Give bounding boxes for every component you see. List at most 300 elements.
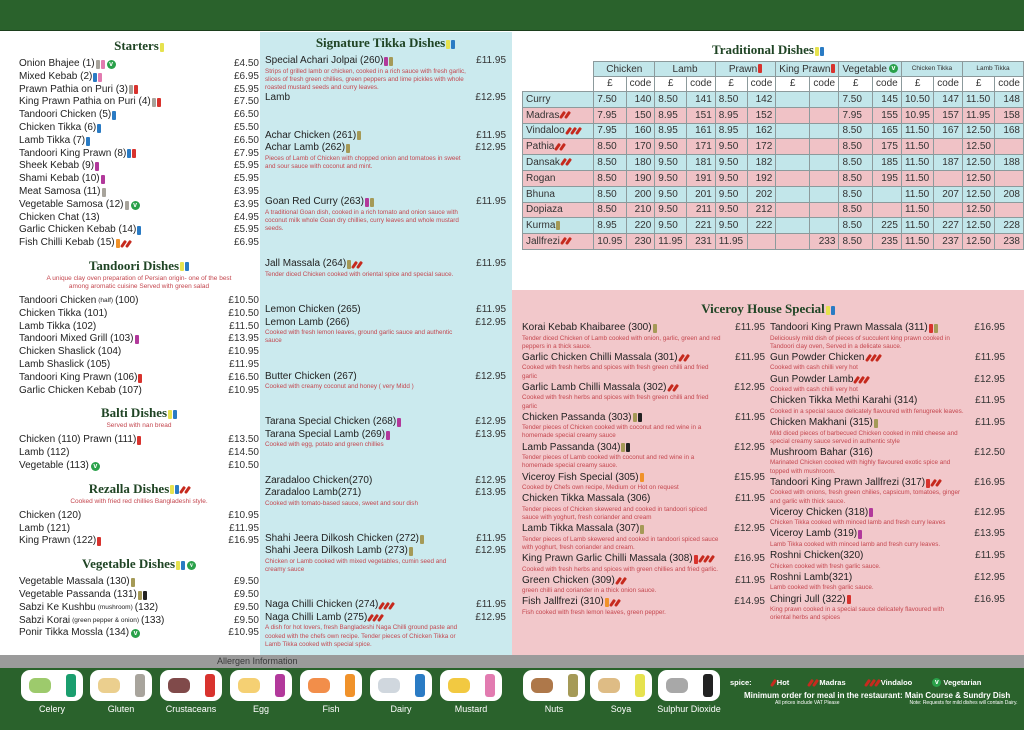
dish-description: Deliciously mild dish of pieces of succulent king prawn cooked in Tandoori clay oven, Served in a delicate sauce. (770, 334, 950, 350)
item-price: £16.95 (228, 535, 259, 547)
dish-entry (770, 417, 1005, 446)
menu-item (19, 295, 259, 308)
dish-name-cell (523, 107, 594, 123)
menu-item (19, 160, 259, 173)
gluten-icon (98, 678, 120, 693)
fish-icon (308, 678, 330, 693)
dish-group (265, 475, 506, 508)
menu-item (265, 545, 506, 558)
code-cell: 191 (687, 170, 716, 186)
dairy-allergen-tag (93, 73, 97, 82)
item-name: Tandoori King Prawn (8) (19, 147, 127, 159)
menu-item (522, 412, 765, 425)
section-title-text: Tandoori Dishes (88, 257, 180, 273)
dish-name: Dansak (526, 157, 560, 169)
dish-entry (522, 352, 765, 381)
dish-description: Chicken or Lamb cooked with mixed vegetables, cumin seed and creamy sauce (265, 557, 447, 574)
menu-item (19, 346, 259, 359)
item-name: Ponir Tikka Mossla (134) (19, 627, 130, 639)
item-price: £11.95 (735, 351, 765, 363)
fish-color-tag (345, 674, 355, 697)
nuts-allergen-tag (131, 578, 135, 587)
dish-name: Vindaloo (526, 125, 565, 137)
item-price: £11.95 (476, 196, 506, 208)
vegetarian-icon (932, 678, 941, 687)
code-cell: 230 (626, 234, 655, 250)
menu-item (265, 599, 506, 612)
dairy-allergen-tag (86, 137, 90, 146)
egg-allergen-tag (386, 431, 390, 440)
price-cell: 8.50 (839, 155, 872, 171)
item-name: Tandoori Chicken (5) (19, 109, 112, 121)
dish-description: Cooked with onions, fresh green chilies, capsicum, tomatoes, ginger and garlic with thick sauce. (770, 489, 961, 505)
price-cell: 8.50 (839, 170, 872, 186)
item-price: £11.95 (476, 129, 506, 141)
dish-description: Cooked with cash chilli very hot (770, 364, 858, 372)
item-name: Shami Kebab (10) (19, 173, 100, 185)
item-price: £9.50 (233, 614, 259, 626)
item-price: £3.95 (233, 185, 259, 197)
dairy-icon (378, 678, 400, 693)
price-cell: 9.50 (715, 170, 747, 186)
item-name: Jall Massala (264) (265, 258, 347, 270)
item-price: £11.95 (476, 532, 506, 544)
column-label: King Prawn (779, 63, 831, 75)
crustaceans-icon (168, 678, 190, 693)
price-cell: 8.95 (655, 107, 687, 123)
dish-group (265, 304, 506, 345)
price-cell: 8.95 (715, 123, 747, 139)
price-cell: 11.50 (901, 155, 933, 171)
item-name: Shahi Jeera Dilkosh Lamb (273) (265, 545, 408, 557)
item-name: Vegetable Passanda (131) (19, 588, 137, 600)
code-cell: 140 (626, 92, 655, 108)
price-cell: 9.50 (715, 155, 747, 171)
price-cell: 11.95 (655, 234, 687, 250)
item-name: Lamb Tikka Massala (307) (522, 523, 640, 535)
dish-description: Cooked with creamy coconut and honey ( very Midd ) (265, 383, 414, 391)
dish-description: Cooked with egg, potato and green chillies (265, 441, 384, 449)
dairy-allergen-tag (127, 149, 131, 158)
nuts-allergen-tag (389, 57, 393, 66)
dish-description: Cooked with fresh herbs and spices with fresh green chilli and fried garlic (522, 364, 709, 380)
price-cell: 9.50 (655, 186, 687, 202)
section-title (19, 556, 259, 572)
price-cell: 8.95 (715, 107, 747, 123)
item-name: Mixed Kebab (2) (19, 70, 93, 82)
fish-allergen-tag (605, 598, 609, 607)
allergen-heading: Allergen Information (217, 656, 298, 666)
price-cell: 8.50 (839, 186, 872, 202)
item-name: Achar Chicken (261) (265, 129, 357, 141)
item-price: £13.95 (228, 333, 259, 345)
price-cell: 11.50 (901, 139, 933, 155)
dish-description: A dish for hot lovers, fresh Bangladeshi Naga Chilli ground paste and cooked with the chefs own recipe. Tender pieces of Chicken Tikka or Lamb Tikka cooked with special spice. (265, 624, 458, 648)
crustaceans-allergen-tag (847, 595, 851, 604)
table-header-row (523, 62, 1024, 77)
price-header: £ (655, 77, 687, 92)
item-name: Chicken (120) (19, 509, 82, 521)
item-price: £7.50 (233, 96, 259, 108)
code-cell: 202 (747, 186, 776, 202)
allergen-fish (299, 670, 363, 714)
item-price: £12.95 (734, 523, 765, 535)
price-cell: 9.50 (715, 218, 747, 234)
item-name: Gun Powder Lamb (770, 373, 854, 385)
code-cell: 187 (934, 155, 963, 171)
price-cell (776, 234, 810, 250)
item-name: Korai Kebab Khaibaree (300) (522, 322, 652, 333)
mustard-color-tag (485, 674, 495, 697)
section-title-text: Vegetable Dishes (81, 556, 176, 572)
menu-item (19, 589, 259, 602)
dish-name-cell (523, 186, 594, 202)
price-cell: 11.50 (901, 170, 933, 186)
code-header: code (747, 77, 776, 92)
column-label: Chicken Tikka (911, 64, 953, 72)
nuts-allergen-tag (420, 535, 424, 544)
item-price: £14.50 (228, 447, 259, 459)
crustaceans-allergen-tag (132, 149, 136, 158)
code-cell (810, 186, 839, 202)
price-cell: 12.50 (962, 202, 994, 218)
dairy-allergen-tag (181, 561, 185, 570)
item-name: Goan Red Curry (263) (265, 196, 364, 208)
item-price: £13.95 (475, 487, 506, 499)
menu-item (19, 460, 259, 473)
code-cell: 182 (747, 155, 776, 171)
item-name: Sheek Kebab (9) (19, 160, 95, 172)
allergen-badge (440, 670, 502, 701)
item-price: £11.95 (975, 395, 1005, 407)
item-name: Garlic Chicken Chilli Massala (301) (522, 351, 678, 363)
dish-description: Cooked with tomato-based sauce, sweet and sour dish (265, 499, 418, 507)
nuts-allergen-tag (346, 144, 350, 153)
item-name: Lemon Chicken (265) (265, 304, 361, 316)
menu-item (265, 487, 506, 500)
section-subtitle: Cooked with fried red chillies Bangladeshi style. (70, 497, 208, 505)
minimum-order-note: Minimum order for meal in the restaurant: Main Course & Sundry Dish (744, 691, 1011, 700)
item-name: Mushroom Bahar (316) (770, 446, 873, 458)
table-row (523, 123, 1024, 139)
gluten-allergen-tag (102, 188, 106, 197)
price-header: £ (594, 77, 626, 92)
egg-color-tag (275, 674, 285, 697)
menu-item (265, 475, 506, 488)
code-cell: 228 (995, 218, 1024, 234)
item-name: Sabzi Korai (19, 614, 71, 626)
price-cell: 12.50 (962, 139, 994, 155)
code-cell (934, 170, 963, 186)
dish-entry (770, 594, 1005, 623)
item-name: King Prawn Pathia on Puri (4) (19, 96, 151, 108)
table-row (523, 139, 1024, 155)
code-cell: 222 (747, 218, 776, 234)
menu-item (19, 576, 259, 589)
item-price: £11.95 (735, 411, 765, 423)
dish-name-cell (523, 218, 594, 234)
code-cell: 181 (687, 155, 716, 171)
section-title-text: Starters (114, 38, 159, 53)
egg-allergen-tag (869, 508, 873, 517)
dairy-allergen-tag (173, 410, 177, 419)
item-name: Fish Chilli Kebab (15) (19, 237, 115, 249)
item-name: Butter Chicken (267) (265, 370, 357, 382)
item-name: Roshni Lamb(321) (770, 571, 853, 583)
menu-item (19, 96, 259, 109)
price-cell: 11.50 (901, 123, 933, 139)
price-cell: 10.95 (594, 234, 626, 250)
sulphur-color-tag (703, 674, 713, 697)
item-price: £7.95 (233, 147, 259, 159)
footer (0, 668, 1024, 730)
crustaceans-allergen-tag (157, 98, 161, 107)
allergen-badge (160, 670, 222, 701)
menu-item (770, 447, 1005, 460)
crustaceans-allergen-tag (831, 64, 835, 73)
signature-title-text: Signature Tikka Dishes (315, 35, 446, 50)
vegetarian-icon (889, 64, 898, 73)
egg-allergen-tag (135, 335, 139, 344)
menu-item (19, 135, 259, 148)
item-price: £12.95 (475, 474, 506, 486)
allergen-label: Gluten (107, 704, 135, 714)
item-name: Lamb Tikka (7) (19, 134, 86, 146)
vegetarian-icon (131, 629, 140, 638)
dish-entry (522, 493, 765, 522)
allergen-badge (300, 670, 362, 701)
crustaceans-allergen-tag (97, 537, 101, 546)
code-cell: 185 (872, 155, 901, 171)
item-name: Special Achari Jolpai (260) (265, 55, 384, 66)
item-name: Lamb (112) (19, 447, 70, 459)
price-cell: 11.50 (962, 92, 994, 108)
table-row (523, 170, 1024, 186)
menu-item (19, 321, 259, 334)
egg-allergen-tag (365, 198, 369, 207)
item-name: Naga Chilli Lamb (275) (265, 611, 368, 623)
price-cell: 12.50 (962, 155, 994, 171)
dish-description: Tender pieces of Lamb cooked with coconut and red wine in a homemade special creamy sauce. (522, 454, 695, 470)
column-label: Prawn (728, 63, 758, 75)
dish-entry (770, 528, 1005, 549)
dish-name: Madras (526, 109, 560, 121)
menu-item (19, 122, 259, 135)
menu-item (522, 596, 765, 609)
dish-description: Tender pieces of Chicken skewered and cooked in tandoori spiced sauce with yoghurt, fresh coriander and cream (522, 505, 707, 521)
item-code: (133) (141, 614, 165, 626)
item-name: Chicken Tikka (6) (19, 121, 97, 133)
dish-description: Pieces of Lamb of Chicken with chopped onion and tomatoes in sweet and sour sauce with coconut and mint. (265, 154, 461, 170)
price-cell: 7.50 (839, 92, 872, 108)
item-name: Fish Jallfrezi (310) (522, 596, 604, 608)
price-cell (776, 202, 810, 218)
code-cell: 233 (810, 234, 839, 250)
code-header: code (626, 77, 655, 92)
allergen-sulphur (657, 670, 721, 714)
allergen-badge (523, 670, 585, 701)
price-cell: 8.50 (594, 155, 626, 171)
item-price: £12.95 (475, 92, 506, 104)
price-cell: 8.50 (594, 139, 626, 155)
price-cell (776, 139, 810, 155)
menu-item (19, 186, 259, 199)
item-price: £16.95 (974, 476, 1005, 488)
soya-allergen-tag (168, 410, 172, 419)
menu-item (19, 212, 259, 225)
crustaceans-allergen-tag (929, 324, 933, 333)
dish-description: Tender diced Chicken cooked with oriental spice and special sauce. (265, 270, 454, 278)
code-cell: 157 (934, 107, 963, 123)
menu-item (265, 55, 506, 68)
soya-allergen-tag (446, 40, 450, 49)
code-cell (810, 202, 839, 218)
code-cell: 201 (687, 186, 716, 202)
code-cell (995, 170, 1024, 186)
item-price: £11.95 (735, 493, 765, 505)
price-cell: 11.50 (901, 186, 933, 202)
price-cell: 11.50 (901, 218, 933, 234)
code-header: code (810, 77, 839, 92)
menu-item (265, 317, 506, 330)
dish-description: King prawn cooked in a special sauce delicately flavoured with oriental herbs and spices (770, 606, 944, 622)
dish-name: Rogan (526, 172, 556, 184)
dish-entry (770, 550, 1005, 571)
table-row (523, 92, 1024, 108)
item-price: £12.95 (475, 142, 506, 154)
dairy-allergen-tag (185, 262, 189, 271)
section-subtitle: Served with nan bread (106, 422, 172, 430)
code-cell: 231 (687, 234, 716, 250)
allergen-nuts (522, 670, 586, 714)
gluten-allergen-tag (152, 98, 156, 107)
dish-entry (770, 374, 1005, 395)
item-price: £11.95 (975, 417, 1005, 429)
allergen-celery (20, 670, 84, 714)
menu-item (770, 352, 1005, 365)
column-header (776, 62, 839, 77)
dish-entry (770, 507, 1005, 528)
column-header (901, 62, 962, 77)
code-cell: 155 (872, 107, 901, 123)
price-header: £ (776, 77, 810, 92)
gluten-allergen-tag (96, 60, 100, 69)
price-header: £ (901, 77, 933, 92)
code-header: code (687, 77, 716, 92)
menu-item (770, 322, 1005, 335)
code-cell: 208 (995, 186, 1024, 202)
traditional-title-text: Traditional Dishes (712, 42, 814, 57)
dairy-allergen-tag (831, 306, 835, 315)
egg-allergen-tag (858, 530, 862, 539)
item-price: £11.95 (476, 258, 506, 270)
code-cell: 148 (995, 92, 1024, 108)
menu-item (19, 71, 259, 84)
code-cell: 221 (687, 218, 716, 234)
price-cell: 7.50 (594, 92, 626, 108)
item-note: (mushroom) (97, 603, 133, 611)
code-cell (810, 218, 839, 234)
allergen-badge (21, 670, 83, 701)
item-name: Shahi Jeera Dilkosh Chicken (272) (265, 532, 419, 544)
price-cell (776, 170, 810, 186)
dish-entry (522, 442, 765, 471)
item-name: Prawn Pathia on Puri (3) (19, 83, 128, 95)
code-cell: 160 (626, 123, 655, 139)
menu-section (19, 481, 259, 548)
item-name: King Prawn Garlic Chilli Massala (308) (522, 553, 693, 565)
legend-vindaloo: Vindaloo (880, 678, 913, 687)
item-name: Onion Bhajee (1) (19, 58, 95, 69)
dish-name: Pathia (526, 141, 555, 153)
section-title (19, 481, 259, 497)
code-cell: 175 (872, 139, 901, 155)
dish-description: Cooked with fresh lemon leaves, ground garlic sauce and authentic sauce (265, 329, 453, 345)
menu-item (265, 429, 506, 442)
code-cell: 195 (872, 170, 901, 186)
gluten-color-tag (135, 674, 145, 697)
dish-group (265, 371, 506, 392)
column-header (839, 62, 902, 77)
dish-description: Lamb cooked with fresh garlic sauce. (770, 584, 874, 592)
chili-icon (770, 678, 777, 686)
allergen-label: Mustard (454, 704, 488, 714)
top-band (0, 0, 1024, 31)
allergen-badge (230, 670, 292, 701)
celery-color-tag (66, 674, 76, 697)
price-cell: 12.50 (962, 186, 994, 202)
code-cell: 150 (626, 107, 655, 123)
item-name: Roshni Chicken(320) (770, 550, 864, 562)
section-title (19, 258, 259, 274)
menu-item (770, 477, 1005, 490)
code-header: code (872, 77, 901, 92)
item-price: £6.95 (233, 237, 259, 249)
dish-description: Marinated Chicken cooked with highly flavoured exotic spice and topped with mushroom. (770, 459, 951, 475)
menu-item (770, 594, 1005, 607)
dairy-allergen-tag (97, 124, 101, 133)
item-name: Chicken Shaslick (104) (19, 346, 122, 358)
section-subtitle: A unique clay oven preparation of Persian origin- one of the best among aromatic cuisine Served with green salad (46, 274, 232, 290)
item-name: Tandoori King Prawn (106) (19, 371, 138, 383)
dish-entry (770, 477, 1005, 506)
menu-item (522, 553, 765, 566)
menu-item (19, 434, 259, 447)
menu-item (770, 395, 1005, 408)
code-cell: 170 (626, 139, 655, 155)
dairy-allergen-tag (112, 111, 116, 120)
soya-allergen-tag (160, 43, 164, 52)
vegetarian-icon (187, 561, 196, 570)
item-price: £5.95 (233, 160, 259, 172)
code-cell (934, 202, 963, 218)
gluten-allergen-tag (125, 201, 129, 210)
item-name: Gun Powder Chicken (770, 351, 865, 363)
item-price: £12.95 (475, 316, 506, 328)
crustaceans-allergen-tag (134, 85, 138, 94)
code-cell: 172 (747, 139, 776, 155)
allergen-mustard (439, 670, 503, 714)
item-price: £11.95 (975, 550, 1005, 562)
code-cell: 158 (995, 107, 1024, 123)
menu-item (19, 308, 259, 321)
menu-item (19, 523, 259, 536)
dish-entry (522, 412, 765, 441)
item-price: £10.95 (228, 384, 259, 396)
menu-item (19, 199, 259, 212)
item-price: £10.95 (228, 346, 259, 358)
menu-section (19, 556, 259, 640)
